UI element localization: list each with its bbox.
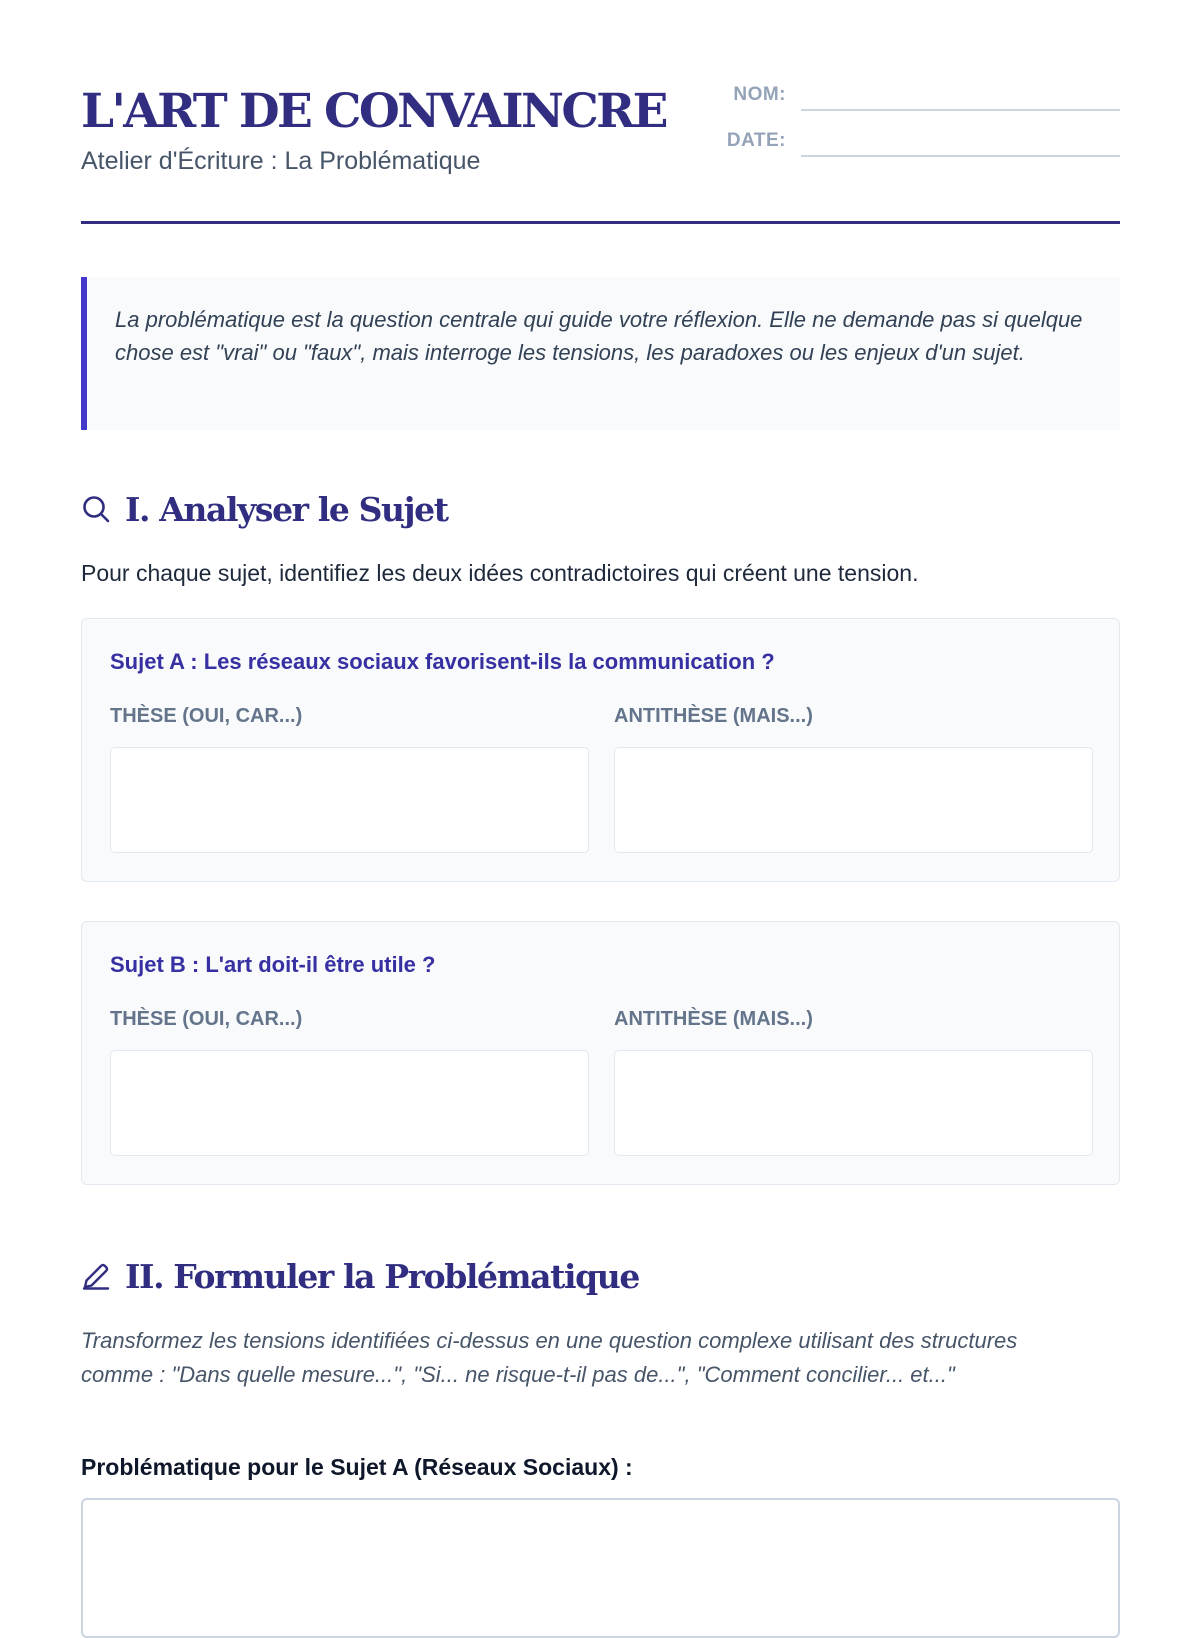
subject-card-b	[81, 921, 1120, 1185]
page-subtitle: Atelier d'Écriture : La Problématique	[81, 147, 481, 175]
date-label: DATE:	[726, 130, 786, 151]
pencil-icon	[81, 1261, 111, 1291]
thesis-label: THÈSE (OUI, CAR...)	[110, 1008, 303, 1030]
subject-b-thesis-input[interactable]	[110, 1050, 589, 1156]
header	[81, 0, 1120, 224]
thesis-label: THÈSE (OUI, CAR...)	[110, 705, 303, 727]
intro-callout: La problématique est la question centrale qui guide votre réflexion. Elle ne demande pas si quelque chose est "vrai" ou "faux", mais interroge les tensions, les paradoxes ou les enjeux d'un sujet.	[81, 277, 1120, 430]
section-1-title: I. Analyser le Sujet	[125, 489, 448, 529]
section-1-heading	[81, 484, 448, 534]
subject-a-antithesis-input[interactable]	[614, 747, 1093, 853]
section-2-heading	[81, 1251, 639, 1301]
page-title: L'ART DE CONVAINCRE	[81, 84, 666, 139]
search-icon	[81, 494, 111, 524]
subject-a-problem-input[interactable]	[81, 1498, 1120, 1638]
subject-b-title: Sujet B : L'art doit-il être utile ?	[110, 952, 436, 977]
section-2-title: II. Formuler la Problématique	[125, 1256, 639, 1296]
name-field[interactable]	[801, 109, 1120, 111]
section-2-instructions: Transformez les tensions identifiées ci-dessus en une question complexe utilisant des structures comme : "Dans quelle mesure...", "Si... ne risque-t-il pas de...", "Comment concilier... et..."	[81, 1328, 1018, 1387]
section-1-lead: Pour chaque sujet, identifiez les deux idées contradictoires qui créent une tension.	[81, 560, 919, 586]
subject-a-title: Sujet A : Les réseaux sociaux favorisent-ils la communication ?	[110, 649, 775, 674]
name-label: NOM:	[733, 84, 786, 105]
antithesis-label: ANTITHÈSE (MAIS...)	[614, 705, 813, 727]
subject-card-a	[81, 618, 1120, 882]
subject-b-antithesis-input[interactable]	[614, 1050, 1093, 1156]
antithesis-label: ANTITHÈSE (MAIS...)	[614, 1008, 813, 1030]
date-field[interactable]	[801, 155, 1120, 157]
subject-a-problem-label: Problématique pour le Sujet A (Réseaux Sociaux) :	[81, 1454, 633, 1480]
subject-a-thesis-input[interactable]	[110, 747, 589, 853]
